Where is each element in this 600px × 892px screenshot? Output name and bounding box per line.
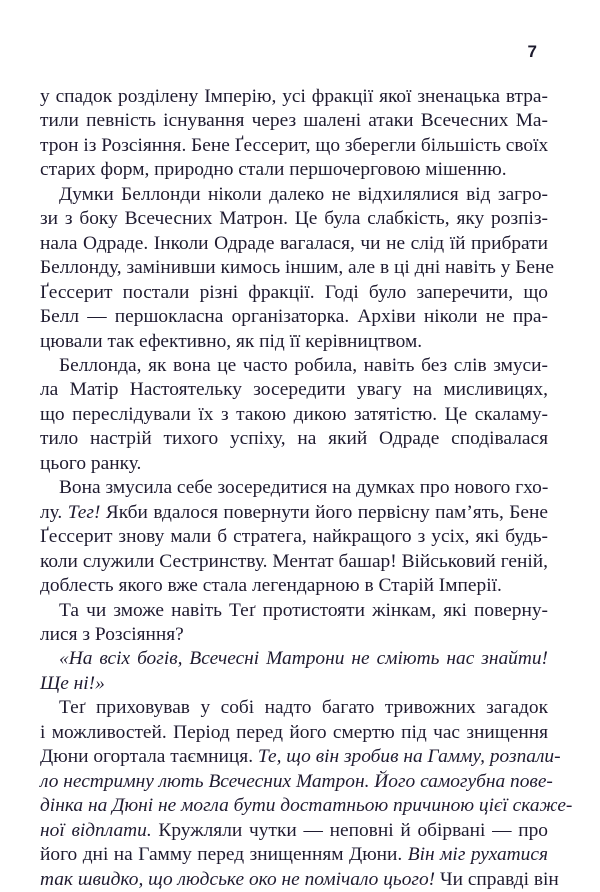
text-run: Теґ приховував у собі надто багато тривожних загадок [59, 697, 548, 719]
italic-text: Він міг рухатися [407, 844, 549, 866]
text-run: що переслідували їх з такою дикою затятістю. Це скаламу- [40, 403, 548, 425]
italic-text: ло нестримну лють Всечесних Матрон. Його самогубна пове- [40, 770, 553, 792]
text-run: Вона змусила себе зосередитися на думках про нового гхо- [59, 477, 549, 499]
text-line [40, 330, 548, 354]
text-line [40, 403, 548, 427]
text-run: коли служили Сестринству. Ментат башар! Військовий геній, [40, 550, 548, 572]
text-line [40, 525, 548, 549]
paragraph [40, 696, 573, 892]
text-run: ла Матір Настоятельку зосередити увагу на мисливицях, [40, 379, 548, 401]
italic-text: ної відплати. [40, 819, 152, 841]
text-run: цього ранку. [40, 452, 142, 474]
text-run: тило настрій тихого успіху, на який Одраде сподівалася [40, 428, 548, 450]
text-run: Якби вдалося повернути його первісну пам’ять, Бене [100, 501, 548, 523]
text-run: Чи справді він [435, 868, 559, 890]
italic-text: так швидко, що людське око не помічало цього! [40, 868, 436, 890]
text-line [40, 281, 548, 305]
text-line [40, 476, 548, 500]
text-run: Беллонда, як вона це часто робила, навіть без слів змуси- [59, 354, 548, 376]
paragraph [40, 183, 555, 354]
text-run: Ґессерит постали різні фракції. Годі було заперечити, що [40, 281, 548, 303]
text-line [40, 378, 548, 402]
text-line [40, 85, 548, 109]
text-run: тили певність існування через шалені атаки Всечесних Ма- [40, 110, 548, 132]
text-line [40, 183, 548, 207]
text-line [40, 501, 548, 525]
text-run: трон із Розсіяння. Бене Ґессерит, що зберегли більшість своїх [40, 134, 549, 156]
italic-text: «На всіх богів, Всечесні Матрони не сміють нас знайти! [59, 648, 548, 670]
page-number: 7 [527, 42, 537, 61]
text-line [40, 305, 548, 329]
text-run: Ґессерит знову мали б стратега, найкращого з усіх, які будь- [40, 526, 548, 548]
text-line [40, 232, 548, 256]
text-run: у спадок розділену Імперію, усі фракції якої зненацька втра- [40, 86, 548, 107]
text-run: зи з боку Всечесних Матрон. Це була слабкість, яку розпіз- [40, 208, 548, 230]
text-run: Думки Беллонди ніколи далеко не відхилялися від загро- [59, 183, 548, 205]
text-run: лу. [40, 501, 68, 523]
text-line [40, 452, 548, 476]
text-run: доблесть якого вже стала легендарною в Старій Імперії. [40, 575, 502, 597]
text-run: нала Одраде. Інколи Одраде вагалася, чи не слід їй прибрати [40, 232, 548, 254]
text-line [40, 427, 548, 451]
paragraph [40, 354, 548, 476]
text-run: Белл — першокласна організаторка. Архіви ніколи не пра- [40, 306, 548, 328]
text-run: старих форм, природно стали першочерговою мішенню. [40, 159, 507, 181]
italic-text: Те, що він зробив на Гамму, розпали- [257, 746, 561, 768]
text-line [40, 354, 548, 378]
paragraph [40, 85, 548, 183]
italic-text: дінка на Дюні не могла бути достатньою причиною цієї скаже- [40, 795, 573, 817]
paragraph [40, 476, 548, 598]
text-line [40, 819, 548, 843]
text-run: цювали так ефективно, як під її керівництвом. [40, 330, 423, 352]
text-line [40, 647, 548, 671]
body-text [40, 85, 573, 892]
text-line [40, 696, 548, 720]
text-line [40, 109, 548, 133]
text-line [40, 134, 548, 158]
text-line [40, 721, 548, 745]
text-line [40, 574, 548, 598]
paragraph [40, 647, 548, 696]
text-run: Та чи зможе навіть Теґ протистояти жінкам, які поверну- [59, 599, 548, 621]
text-line [40, 843, 548, 867]
text-run: Кружляли чутки — неповні й обірвані — про [151, 819, 548, 841]
text-line [40, 158, 548, 182]
text-line [40, 868, 559, 892]
text-run: Дюни огортала таємниця. [40, 746, 258, 768]
text-run: лися з Розсіяння? [40, 623, 184, 645]
italic-text: Тег! [67, 501, 101, 523]
text-run: Беллонду, замінивши кимось іншим, але в ці дні навіть у Бене [40, 257, 555, 279]
text-line [40, 207, 548, 231]
text-line [40, 672, 548, 696]
text-line [40, 794, 573, 818]
text-line [40, 745, 561, 769]
paragraph [40, 599, 548, 648]
text-line [40, 770, 553, 794]
italic-text: Ще ні!» [40, 672, 105, 694]
text-line [40, 256, 555, 280]
text-run: його дні на Гамму перед знищенням Дюни. [40, 844, 408, 866]
text-line [40, 599, 548, 623]
text-line [40, 623, 548, 647]
text-line [40, 550, 548, 574]
text-run: і можливостей. Період перед його смертю під час знищення [40, 721, 548, 743]
